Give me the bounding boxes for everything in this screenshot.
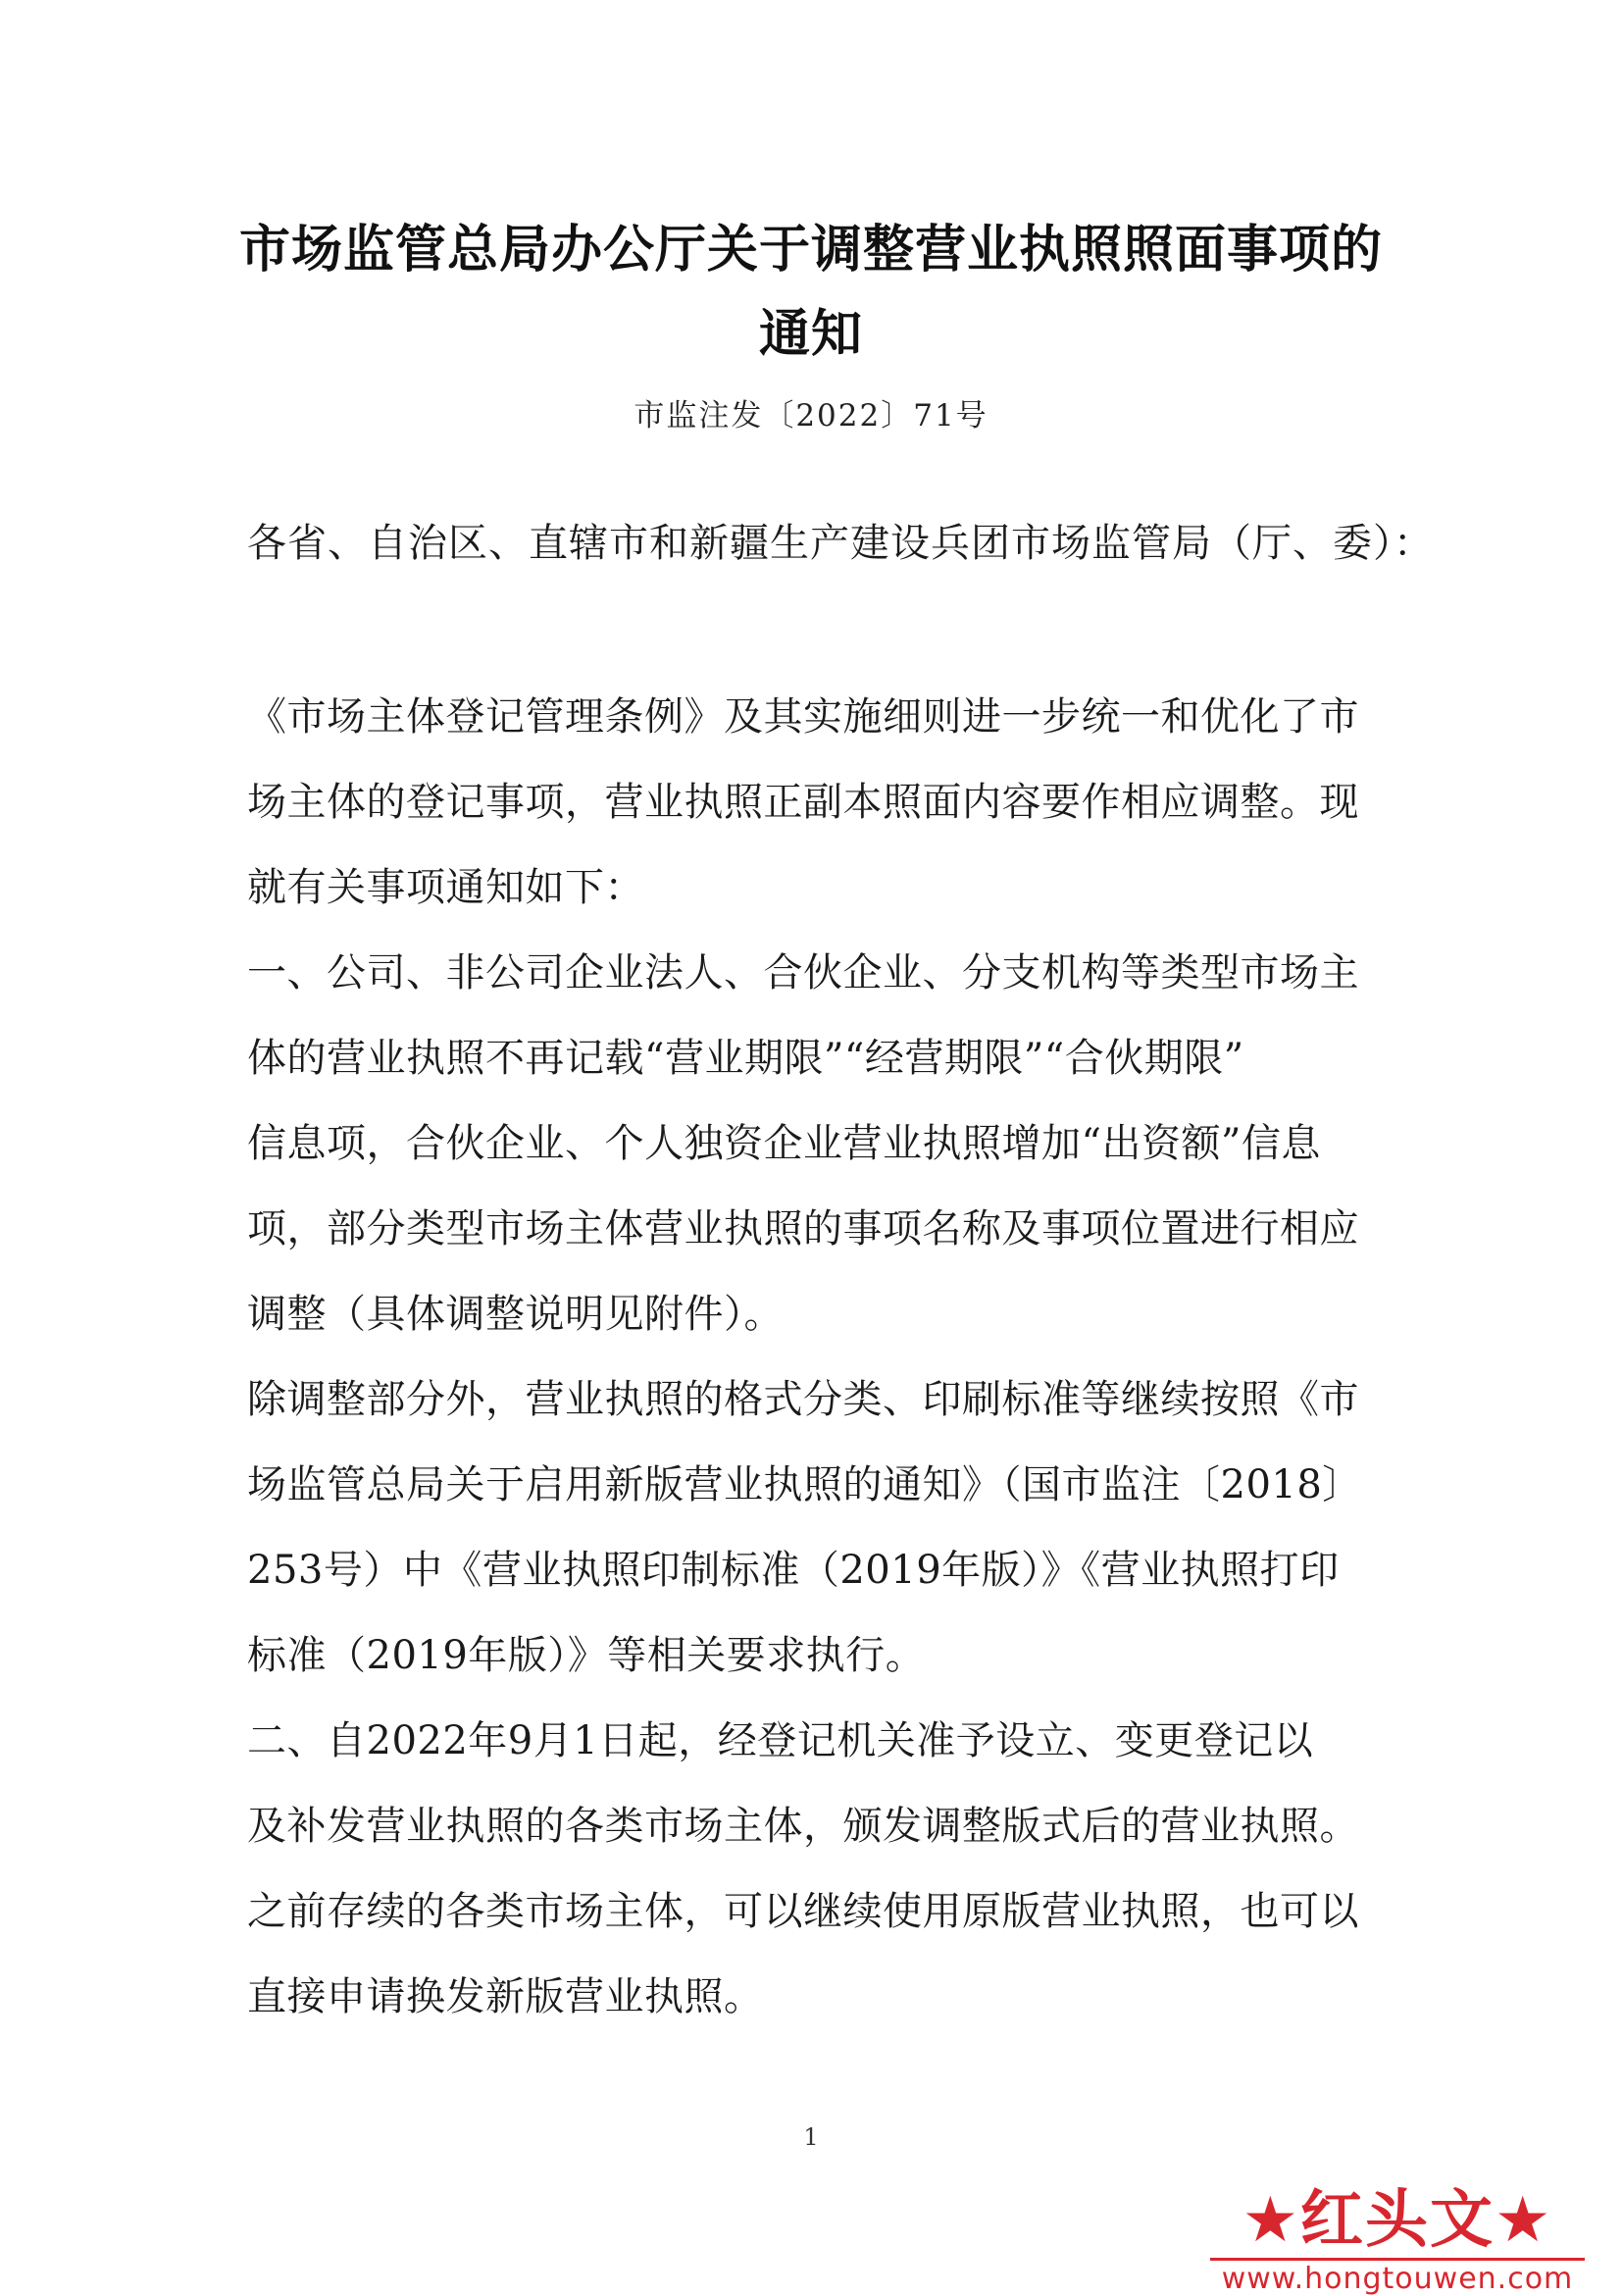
body-line: 场监管总局关于启用新版营业执照的通知》（国市监注〔2018〕: [247, 1462, 1362, 1507]
star-icon: ★: [1495, 2184, 1553, 2257]
star-icon: ★: [1242, 2184, 1300, 2257]
body-line: 二、自2022年9月1日起，经登记机关准予设立、变更登记以: [247, 1718, 1314, 1763]
document-title-line-2: 通知: [758, 305, 863, 364]
body-line: 体的营业执照不再记载“营业期限”“经营期限”“合伙期限”: [247, 1036, 1244, 1081]
body-line: 项，部分类型市场主体营业执照的事项名称及事项位置进行相应: [247, 1206, 1359, 1251]
body-line: 253号）中《营业执照印制标准（2019年版）》《营业执照打印: [247, 1548, 1340, 1593]
page-number: 1: [803, 2123, 819, 2151]
body-line: 调整（具体调整说明见附件）。: [247, 1292, 784, 1337]
body-text: [247, 675, 1385, 2040]
body-line: 场主体的登记事项，营业执照正副本照面内容要作相应调整。现: [247, 780, 1359, 825]
body-line: 就有关事项通知如下：: [247, 865, 644, 910]
body-line: 直接申请换发新版营业执照。: [247, 1974, 764, 2019]
watermark-divider: [1210, 2258, 1585, 2261]
body-line: 《市场主体登记管理条例》及其实施细则进一步统一和优化了市: [247, 694, 1359, 740]
body-line: 及补发营业执照的各类市场主体，颁发调整版式后的营业执照。: [247, 1804, 1359, 1849]
salutation: 各省、自治区、直辖市和新疆生产建设兵团市场监管局（厅、委）：: [247, 521, 1434, 566]
body-line: 之前存续的各类市场主体，可以继续使用原版营业执照，也可以: [247, 1889, 1359, 1934]
body-line: 标准（2019年版）》等相关要求执行。: [247, 1633, 926, 1678]
watermark-url: www.hongtouwen.com: [1221, 2262, 1574, 2296]
body-line: 一、公司、非公司企业法人、合伙企业、分支机构等类型市场主: [247, 950, 1359, 995]
document-title-line-1: 市场监管总局办公厅关于调整营业执照照面事项的: [238, 221, 1383, 280]
body-line: 信息项，合伙企业、个人独资企业营业执照增加“出资额”信息: [247, 1121, 1321, 1166]
watermark-title: [1206, 2185, 1589, 2256]
body-line: 除调整部分外，营业执照的格式分类、印刷标准等继续按照《市: [247, 1377, 1359, 1422]
site-watermark: [1206, 2185, 1589, 2296]
document-number: 市监注发〔2022〕71号: [634, 398, 988, 434]
watermark-text: 红头文: [1300, 2184, 1495, 2257]
